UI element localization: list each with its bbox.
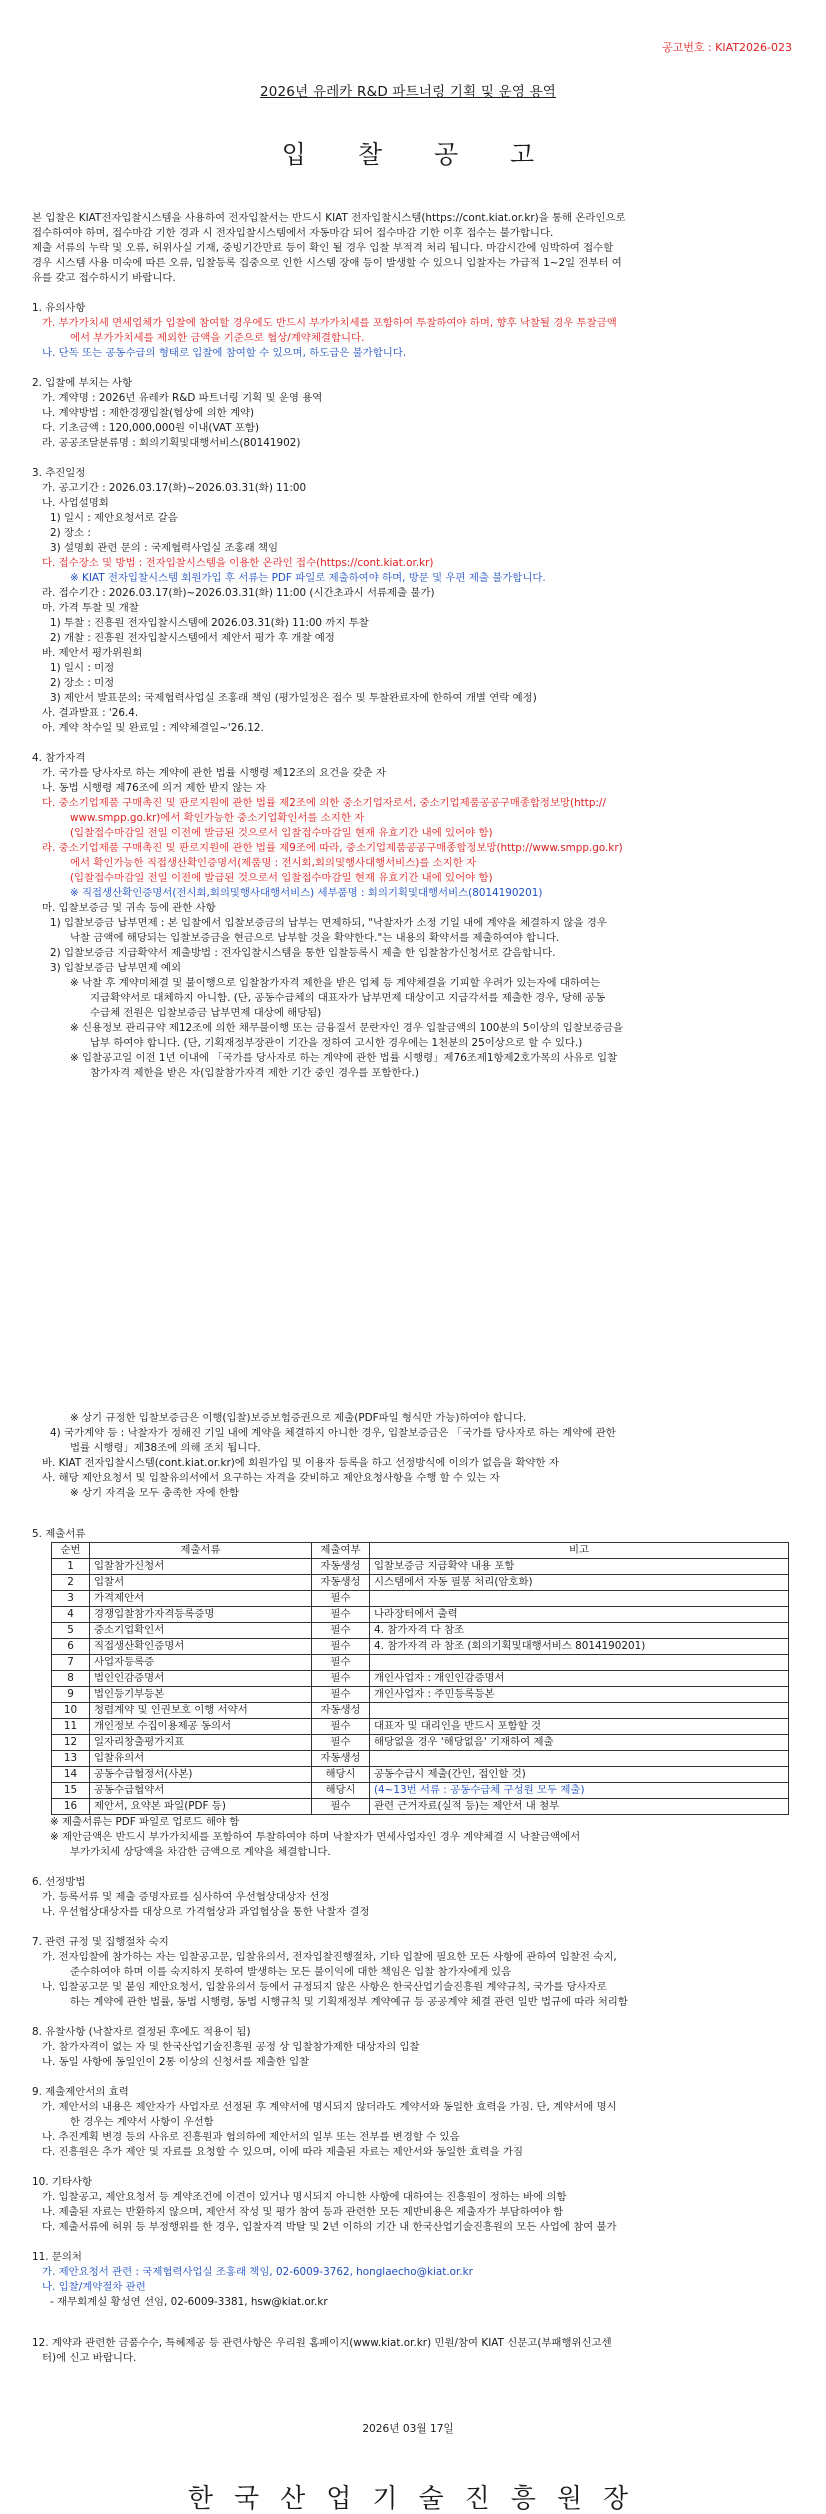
section-contact xyxy=(32,2250,784,2310)
remarks: 개인사업자 : 주민등록등본 xyxy=(370,1687,789,1703)
submission-type: 필수 xyxy=(312,1655,370,1671)
column-header: 순번 xyxy=(52,1543,90,1559)
row-number: 9 xyxy=(52,1687,90,1703)
table-row xyxy=(52,1783,789,1799)
schedule-committee-contact: 3) 제안서 발표문의: 국제협력사업실 조홍래 책임 (평가일정은 접수 및 투찰완료자에 한하여 개별 연락 예정) xyxy=(50,692,537,704)
contact-contract-person: - 재무회계실 황성연 선임, 02-6009-3381, hsw@kiat.or.kr xyxy=(50,2296,328,2308)
submission-type: 자동생성 xyxy=(312,1559,370,1575)
document-name: 경쟁입찰참가자격등록증명 xyxy=(90,1607,312,1623)
row-number: 12 xyxy=(52,1735,90,1751)
schedule-submission-note: ※ KIAT 전자입찰시스템 회원가입 후 서류는 PDF 파일로 제출하여야 하며, 방문 및 우편 제출 불가합니다. xyxy=(70,572,546,584)
submission-type: 자동생성 xyxy=(312,1703,370,1719)
selection-na: 나. 우선협상대상자를 대상으로 가격협상과 과업협상을 통한 낙찰자 결정 xyxy=(42,1906,370,1918)
document-name: 청렴계약 및 인권보호 이행 서약서 xyxy=(90,1703,312,1719)
bid-item-classification: 라. 공공조달분류명 : 회의기획및대행서비스(80141902) xyxy=(42,437,301,449)
document-name: 입찰참가신청서 xyxy=(90,1559,312,1575)
row-number: 15 xyxy=(52,1783,90,1799)
schedule-briefing-place: 2) 장소 : xyxy=(50,527,91,539)
remarks xyxy=(370,1655,789,1671)
regulations-ga: 가. 전자입찰에 참가하는 자는 입찰공고문, 입찰유의서, 전자입찰진행절차, 기타 입찰에 필요한 모든 사항에 관하여 입찰전 숙지, xyxy=(42,1951,617,1963)
submission-type: 해당시 xyxy=(312,1783,370,1799)
column-header: 제출서류 xyxy=(90,1543,312,1559)
table-row xyxy=(52,1687,789,1703)
submission-type: 필수 xyxy=(312,1799,370,1815)
eligibility-ra: 라. 중소기업제품 구매촉진 및 판로지원에 관한 법률 제9조에 따라, 중소기업제품공공구매종합정보망(http://www.smpp.go.kr) xyxy=(42,842,623,854)
table-row xyxy=(52,1719,789,1735)
section-schedule xyxy=(32,466,784,736)
section-failed-bid xyxy=(32,2025,784,2070)
document-name: 일자리창출평가지표 xyxy=(90,1735,312,1751)
submission-type: 자동생성 xyxy=(312,1751,370,1767)
section-title: 2. 입찰에 부치는 사항 xyxy=(32,377,133,389)
failed-bid-ga: 가. 참가자격이 없는 자 및 한국산업기술진흥원 공정 상 입찰참가제한 대상자의 입찰 xyxy=(42,2041,420,2053)
eligibility-ma-1: 1) 입찰보증금 납부면제 : 본 입찰에서 입찰보증금의 납부는 면제하되, "낙찰자가 소정 기일 내에 계약을 체결하지 않을 경우 xyxy=(50,917,607,929)
submission-type: 필수 xyxy=(312,1671,370,1687)
schedule-result: 사. 결과발표 : '26.4. xyxy=(42,707,139,719)
notes-item-ga-cont: 에서 부가가치세를 제외한 금액을 기준으로 협상/계약체결합니다. xyxy=(70,332,365,344)
section-title: 9. 제출제안서의 효력 xyxy=(32,2086,129,2098)
document-name: 중소기업확인서 xyxy=(90,1623,312,1639)
section-title: 10. 기타사항 xyxy=(32,2176,92,2188)
selection-ga: 가. 등록서류 및 제출 증명자료를 심사하여 우선협상대상자 선정 xyxy=(42,1891,330,1903)
eligibility-da-note: (입찰접수마감일 전일 이전에 발급된 것으로서 입찰접수마감일 현재 유효기간 내에 있어야 함) xyxy=(70,827,493,839)
eligibility-ma-3-b-cont: 납부 하여야 합니다. (단, 기획재정부장관이 기간을 정하여 고시한 경우에는 1천분의 25이상으로 할 수 있다.) xyxy=(90,1037,583,1049)
section-title: 11. 문의처 xyxy=(32,2251,82,2263)
contact-contract: 나. 입찰/계약절차 관련 xyxy=(42,2281,146,2293)
regulations-na: 나. 입찰공고문 및 붙임 제안요청서, 입찰유의서 등에서 규정되지 않은 사항은 한국산업기술진흥원 계약규칙, 국가를 당사자로 xyxy=(42,1981,607,1993)
table-row xyxy=(52,1703,789,1719)
eligibility-ra-cont: 에서 확인가능한 직접생산확인증명서(제품명 : 전시회,회의및행사대행서비스)를 소지한 자 xyxy=(70,857,477,869)
submission-type: 필수 xyxy=(312,1687,370,1703)
submission-type: 필수 xyxy=(312,1719,370,1735)
report-line: 12. 계약과 관련한 금품수수, 특혜제공 등 관련사항은 우리원 홈페이지(www.kiat.or.kr) 민원/참여 KIAT 신문고(부패행위신고센 xyxy=(32,2337,612,2349)
eligibility-ma-3-a-cont2: 수급체 전원은 입찰보증금 납부면제 대상에 해당됨) xyxy=(90,1007,322,1019)
schedule-notice-period: 가. 공고기간 : 2026.03.17(화)~2026.03.31(화) 11:00 xyxy=(42,482,307,494)
document-name: 개인정보 수집이용제공 동의서 xyxy=(90,1719,312,1735)
bid-item-contract-method: 나. 계약방법 : 제한경쟁입찰(협상에 의한 계약) xyxy=(42,407,255,419)
intro-line: 본 입찰은 KIAT전자입찰시스템을 사용하여 전자입찰서는 반드시 KIAT 전자입찰시스템(https://cont.kiat.or.kr)을 통해 온라인으로 xyxy=(32,212,626,224)
remarks: (4~13번 서류 : 공동수급체 구성원 모두 제출) xyxy=(370,1783,789,1799)
row-number: 6 xyxy=(52,1639,90,1655)
remarks: 관련 근거자료(실적 등)는 제안서 내 첨부 xyxy=(370,1799,789,1815)
table-row xyxy=(52,1575,789,1591)
section-selection xyxy=(32,1875,784,1920)
organization-name: 한국산업기술진흥원장 xyxy=(187,2484,650,2514)
documents-note-vat: ※ 제안금액은 반드시 부가가치세를 포함하여 투찰하여야 하며 낙찰자가 면세사업자인 경우 계약체결 시 낙찰금액에서 xyxy=(50,1831,581,1843)
table-row xyxy=(52,1623,789,1639)
remarks: 4. 참가자격 다 참조 xyxy=(370,1623,789,1639)
remarks: 해당없을 경우 '해당없음' 기재하여 제출 xyxy=(370,1735,789,1751)
intro-line: 제출 서류의 누락 및 오류, 허위사실 기재, 중빙기간만료 등이 확인 될 경우 입찰 부적격 처리 됩니다. 마감시간에 임박하여 접수할 xyxy=(32,242,614,254)
section-title: 8. 유찰사항 (낙찰자로 결정된 후에도 적용이 됨) xyxy=(32,2026,251,2038)
schedule-submission-period: 라. 접수기간 : 2026.03.17(화)~2026.03.31(화) 11:00 (시간초과시 서류제출 불가) xyxy=(42,587,435,599)
table-row xyxy=(52,1655,789,1671)
eligibility-ma-note: ※ 상기 규정한 입찰보증금은 이행(입찰)보증보험증권으로 제출(PDF파일 형식만 가능)하여야 합니다. xyxy=(70,1412,527,1424)
misc-na: 나. 제출된 자료는 반환하지 않으며, 제안서 작성 및 평가 참여 등과 관련한 모든 제반비용은 제출자가 부담하여야 함 xyxy=(42,2206,564,2218)
remarks: 개인사업자 : 개인인감증명서 xyxy=(370,1671,789,1687)
misc-ga: 가. 입찰공고, 제안요청서 등 계약조건에 이견이 있거나 명시되지 아니한 사항에 대하여는 진흥원이 정하는 바에 의함 xyxy=(42,2191,567,2203)
eligibility-ga: 가. 국가를 당사자로 하는 계약에 관한 법률 시행령 제12조의 요건을 갖춘 자 xyxy=(42,767,386,779)
table-row xyxy=(52,1735,789,1751)
bid-item-contract-name: 가. 계약명 : 2026년 유레카 R&D 파트너링 기획 및 운영 용역 xyxy=(42,392,323,404)
eligibility-ra-item: ※ 직접생산확인증명서(전시회,회의및행사대행서비스) 세부품명 : 회의기획및대행서비스(8014190201) xyxy=(70,887,543,899)
remarks: 시스템에서 자동 필봉 처리(암호화) xyxy=(370,1575,789,1591)
eligibility-ma-3-c-cont: 참가자격 제한을 받은 자(입찰참가자격 제한 기간 중인 경우를 포함한다.) xyxy=(90,1067,419,1079)
remarks xyxy=(370,1591,789,1607)
documents-table-body xyxy=(52,1559,789,1815)
document-name: 입찰서 xyxy=(90,1575,312,1591)
table-row xyxy=(52,1639,789,1655)
section-regulations xyxy=(32,1935,784,2010)
notice-number: 공고번호 : KIAT2026-023 xyxy=(661,41,792,54)
schedule-briefing-contact: 3) 설명회 관련 문의 : 국제협력사업실 조홍래 책임 xyxy=(50,542,278,554)
eligibility-ma: 마. 입찰보증금 및 귀속 등에 관한 사항 xyxy=(42,902,216,914)
table-row xyxy=(52,1751,789,1767)
eligibility-ma-3-a: ※ 낙찰 후 계약미체결 및 불이행으로 입찰참가자격 제한을 받은 업체 등 계약체결을 기피할 우려가 있는자에 대하여는 xyxy=(70,977,601,989)
schedule-committee-place: 2) 장소 : 미정 xyxy=(50,677,115,689)
row-number: 8 xyxy=(52,1671,90,1687)
remarks: 나라장터에서 출력 xyxy=(370,1607,789,1623)
failed-bid-na: 나. 동일 사항에 동일인이 2통 이상의 신청서를 제출한 입찰 xyxy=(42,2056,310,2068)
eligibility-ra-note: (입찰접수마감일 전일 이전에 발급된 것으로서 입찰접수마감일 현재 유효기간 내에 있어야 함) xyxy=(70,872,493,884)
report-line-cont: 터)에 신고 바랍니다. xyxy=(42,2352,137,2364)
section-title: 7. 관련 규정 및 집행절차 숙지 xyxy=(32,1936,169,1948)
proposal-effect-ga-cont: 한 경우는 계약서 사항이 우선함 xyxy=(70,2116,214,2128)
section-title: 1. 유의사항 xyxy=(32,302,86,314)
eligibility-sa: 사. 해당 제안요청서 및 입찰유의서에서 요구하는 자격을 갖비하고 제안요청사항을 수행 할 수 있는 자 xyxy=(42,1472,500,1484)
submission-type: 필수 xyxy=(312,1735,370,1751)
column-header: 비고 xyxy=(370,1543,789,1559)
section-notes xyxy=(32,301,784,361)
eligibility-ba: 바. KIAT 전자입찰시스템(cont.kiat.or.kr)에 회원가입 및 이용자 등록을 하고 선정방식에 이의가 없음을 확약한 자 xyxy=(42,1457,559,1469)
column-header: 제출여부 xyxy=(312,1543,370,1559)
contact-proposal: 가. 제안요청서 관련 : 국제협력사업실 조홍래 책임, 02-6009-3762, honglaecho@kiat.or.kr xyxy=(42,2266,473,2278)
section-eligibility xyxy=(32,751,784,1501)
eligibility-na: 나. 동법 시행령 제76조에 의거 제한 받지 않는 자 xyxy=(42,782,266,794)
eligibility-ma-3: 3) 입찰보증금 납부면제 예외 xyxy=(50,962,181,974)
proposal-effect-da: 다. 진흥원은 추가 제안 및 자료를 요청할 수 있으며, 이에 따라 제출된 자료는 제안서와 동일한 효력을 가짐 xyxy=(42,2146,524,2158)
row-number: 13 xyxy=(52,1751,90,1767)
schedule-submission-method: 다. 접수장소 및 방법 : 전자입찰시스템을 이용한 온라인 접수(https://cont.kiat.or.kr) xyxy=(42,557,434,569)
schedule-contract-period: 아. 계약 착수일 및 완료일 : 계약체결일~'26.12. xyxy=(42,722,264,734)
schedule-briefing-date: 1) 일시 : 제안요청서로 갈음 xyxy=(50,512,178,524)
row-number: 11 xyxy=(52,1719,90,1735)
submission-type: 자동생성 xyxy=(312,1575,370,1591)
documents-note-pdf: ※ 제출서류는 PDF 파일로 업로드 해야 함 xyxy=(50,1816,240,1828)
misc-da: 다. 제출서류에 허위 등 부정행위를 한 경우, 입찰자격 박탈 및 2년 이하의 기간 내 한국산업기술진흥원의 모든 사업에 참여 불가 xyxy=(42,2221,617,2233)
remarks xyxy=(370,1751,789,1767)
document-title: 2026년 유레카 R&D 파트너링 기획 및 운영 용역 xyxy=(259,84,557,100)
eligibility-ma-3-b: ※ 신용정보 관리규약 제12조에 의한 채무불이행 또는 금융질서 문란자인 경우 입찰금액의 100분의 5이상의 입찰보증금을 xyxy=(70,1022,624,1034)
intro-line: 접수하여야 하며, 접수마감 기한 경과 시 전자입찰시스템에서 자동마감 되어 접수마감 기한 이후 접수는 불가합니다. xyxy=(32,227,554,239)
schedule-bidding: 마. 가격 투찰 및 개찰 xyxy=(42,602,139,614)
document-name: 법인등기부등본 xyxy=(90,1687,312,1703)
bid-item-base-amount: 다. 기초금액 : 120,000,000원 이내(VAT 포함) xyxy=(42,422,259,434)
section-title: 5. 제출서류 xyxy=(32,1528,86,1540)
row-number: 3 xyxy=(52,1591,90,1607)
remarks xyxy=(370,1703,789,1719)
document-name: 입찰유의서 xyxy=(90,1751,312,1767)
table-row xyxy=(52,1767,789,1783)
row-number: 1 xyxy=(52,1559,90,1575)
remarks: 공동수급시 제출(간인, 접인할 것) xyxy=(370,1767,789,1783)
section-title: 4. 참가자격 xyxy=(32,752,86,764)
documents-table xyxy=(51,1542,789,1815)
submission-type: 해당시 xyxy=(312,1767,370,1783)
section-bid-items xyxy=(32,376,784,451)
blank-space xyxy=(32,1081,784,1411)
proposal-effect-na: 나. 추진계획 변경 등의 사유로 진흥원과 협의하에 제안서의 일부 또는 전부를 변경할 수 있음 xyxy=(42,2131,460,2143)
document-name: 법인인감증명서 xyxy=(90,1671,312,1687)
notes-item-ga: 가. 부가가치세 면세업체가 입찰에 참여할 경우에도 반드시 부가가치세를 포함하여 투찰하여야 하며, 향후 낙찰될 경우 투찰금액 xyxy=(42,317,617,329)
document-name: 직접생산확인증명서 xyxy=(90,1639,312,1655)
document-heading: 입 찰 공 고 xyxy=(281,140,557,169)
eligibility-ma-4-cont: 법률 시행령」제38조에 의해 조치 됩니다. xyxy=(70,1442,261,1454)
eligibility-ma-2: 2) 입찰보증금 지급확약서 제출방법 : 전자입찰시스템을 통한 입찰등록시 제출 한 입찰참가신청서로 갈음합니다. xyxy=(50,947,556,959)
section-proposal-effect xyxy=(32,2085,784,2160)
schedule-bidding-open: 2) 개찰 : 진흥원 전자입찰시스템에서 제안서 평가 후 개찰 예정 xyxy=(50,632,335,644)
section-misc xyxy=(32,2175,784,2235)
schedule-briefing: 나. 사업설명회 xyxy=(42,497,109,509)
table-header-row xyxy=(52,1543,789,1559)
row-number: 10 xyxy=(52,1703,90,1719)
row-number: 7 xyxy=(52,1655,90,1671)
eligibility-da: 다. 중소기업제품 구매촉진 및 판로지원에 관한 법률 제2조에 의한 중소기업자로서, 중소기업제품공공구매종합정보망(http:// xyxy=(42,797,606,809)
row-number: 14 xyxy=(52,1767,90,1783)
submission-type: 필수 xyxy=(312,1623,370,1639)
eligibility-da-cont: www.smpp.go.kr)에서 확인가능한 중소기업확인서를 소지한 자 xyxy=(70,812,365,824)
table-row xyxy=(52,1671,789,1687)
document-name: 제안서, 요약본 파일(PDF 등) xyxy=(90,1799,312,1815)
document-name: 공동수급협정서(사본) xyxy=(90,1767,312,1783)
remarks: 대표자 및 대리인을 반드시 포함할 것 xyxy=(370,1719,789,1735)
notice-date: 2026년 03월 17일 xyxy=(362,2423,454,2435)
regulations-ga-cont: 준수하여야 하며 이를 숙지하지 못하여 발생하는 모든 불이익에 대한 책임은 입찰 참가자에게 있음 xyxy=(70,1966,512,1978)
schedule-committee: 바. 제안서 평가위원회 xyxy=(42,647,143,659)
intro-line: 경우 시스템 사용 미숙에 따른 오류, 입찰등록 집중으로 인한 시스템 장애 등이 발생할 수 있으니 입찰자는 가급적 1~2일 전부터 여 xyxy=(32,257,622,269)
intro-line: 유를 갖고 접수하시기 바랍니다. xyxy=(32,272,176,284)
table-row xyxy=(52,1799,789,1815)
row-number: 5 xyxy=(52,1623,90,1639)
document-name: 가격제안서 xyxy=(90,1591,312,1607)
document-name: 사업자등록증 xyxy=(90,1655,312,1671)
remarks: 4. 참가자격 라 참조 (회의기획및대행서비스 8014190201) xyxy=(370,1639,789,1655)
submission-type: 필수 xyxy=(312,1591,370,1607)
row-number: 2 xyxy=(52,1575,90,1591)
schedule-bidding-submit: 1) 투찰 : 진흥원 전자입찰시스템에 2026.03.31(화) 11:00 까지 투찰 xyxy=(50,617,369,629)
submission-type: 필수 xyxy=(312,1639,370,1655)
eligibility-ma-4: 4) 국가계약 등 : 낙찰자가 정해진 기일 내에 계약을 체결하지 아니한 경우, 입찰보증금은 「국가를 당사자로 하는 계약에 관한 xyxy=(50,1427,616,1439)
regulations-na-cont: 하는 계약에 관한 법률, 동법 시행령, 동법 시행규칙 및 기획재정부 계약예규 등 공공계약 체결 관련 일반 법규에 따라 처리함 xyxy=(70,1996,628,2008)
section-title: 3. 추진일정 xyxy=(32,467,86,479)
proposal-effect-ga: 가. 제안서의 내용은 제안자가 사업자로 선정된 후 계약서에 명시되지 않더라도 계약서와 동일한 효력을 가짐. 단, 계약서에 명시 xyxy=(42,2101,617,2113)
documents-note-vat-cont: 부가가치세 상당액을 차감한 금액으로 계약을 체결합니다. xyxy=(70,1846,331,1858)
table-row xyxy=(52,1607,789,1623)
table-row xyxy=(52,1591,789,1607)
table-row xyxy=(52,1559,789,1575)
section-title: 6. 선정방법 xyxy=(32,1876,86,1888)
eligibility-ma-1-cont: 낙찰 금액에 해당되는 입찰보증금을 현금으로 납부할 것을 확약한다."는 내용의 확약서를 제출하여야 합니다. xyxy=(70,932,560,944)
row-number: 4 xyxy=(52,1607,90,1623)
eligibility-ma-3-c: ※ 입찰공고일 이전 1년 이내에 「국가를 당사자로 하는 계약에 관한 법률 시행령」제76조제1항제2호가목의 사유로 입찰 xyxy=(70,1052,618,1064)
section-report xyxy=(32,2336,784,2366)
intro-paragraph xyxy=(32,211,784,286)
notes-item-na: 나. 단독 또는 공동수급의 형태로 입찰에 참여할 수 있으며, 하도급은 불가합니다. xyxy=(42,347,407,359)
remarks: 입찰보증금 지급확약 내용 포함 xyxy=(370,1559,789,1575)
schedule-committee-date: 1) 일시 : 미정 xyxy=(50,662,115,674)
row-number: 16 xyxy=(52,1799,90,1815)
section-documents xyxy=(32,1527,784,1860)
submission-type: 필수 xyxy=(312,1607,370,1623)
document-name: 공동수급협약서 xyxy=(90,1783,312,1799)
eligibility-ma-3-a-cont: 지급확약서로 대체하지 아니함. (단, 공동수급체의 대표자가 납부면제 대상이고 지급각서를 제출한 경우, 당해 공동 xyxy=(90,992,606,1004)
eligibility-sa-note: ※ 상기 자격을 모두 충족한 자에 한함 xyxy=(70,1487,240,1499)
